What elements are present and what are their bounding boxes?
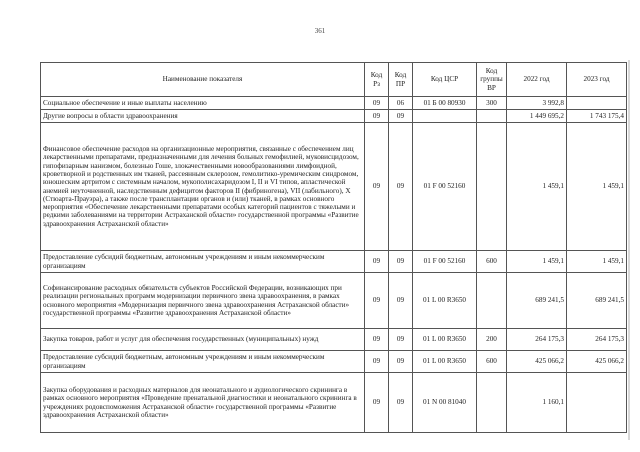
header-rz: Код Рз — [365, 63, 389, 97]
row-2022: 1 459,1 — [507, 123, 567, 251]
row-2023: 1 459,1 — [567, 251, 627, 273]
table-row — [41, 373, 627, 433]
row-rz: 09 — [365, 329, 389, 351]
row-2022: 1 160,1 — [507, 373, 567, 433]
row-rz: 09 — [365, 273, 389, 329]
table-row — [41, 123, 627, 251]
row-name: Финансовое обеспечение расходов на организационные мероприятия, связанные с обеспечением лиц лекарственными препаратами, предназначенными для лечения больных гемофилией, муковисцидозом, гипофизарным нанизмом, болезнью Гоше, злокачественными новообразованиями лимфоидной, кроветворной и родственных им тканей, рассеянным склерозом, гемолитико-уремическим синдромом, юношеским артритом с системным началом, мукополисахаридозом I, II и VI типов, апластической анемией неуточненной, наследственным дефицитом факторов II (фибриногена), VII (лабильного), X (Стюарта-Прауэра), а также после трансплантации органов и (или) тканей, в рамках основного мероприятия «Обеспечение лекарственными препаратами особых категорий пациентов с тяжелыми и редкими заболеваниями на территории Астраханской области» государственной программы «Развитие здравоохранения Астраханской области» — [41, 123, 365, 251]
row-vr: 200 — [477, 329, 507, 351]
row-csr: 01 L 00 R3650 — [413, 351, 477, 373]
row-pr: 09 — [389, 329, 413, 351]
row-name: Социальное обеспечение и иные выплаты населению — [41, 97, 365, 110]
row-2023: 689 241,5 — [567, 273, 627, 329]
row-vr: 600 — [477, 351, 507, 373]
table-row — [41, 273, 627, 329]
row-csr: 01 Б 00 80930 — [413, 97, 477, 110]
row-name: Закупка оборудования и расходных материалов для неонатального и аудиологического скрининга в рамках основного мероприятия «Проведение пренатальной диагностики и неонатального скрининга в учреждениях родовспоможения Астраханской области» государственной программы «Развитие здравоохранения Астраханской области» — [41, 373, 365, 433]
row-2023: 1 459,1 — [567, 123, 627, 251]
row-csr: 01 L 00 R3650 — [413, 329, 477, 351]
table-header-row — [41, 63, 627, 97]
table-row — [41, 251, 627, 273]
row-pr: 09 — [389, 251, 413, 273]
row-csr: 01 F 00 52160 — [413, 123, 477, 251]
row-2022: 425 066,2 — [507, 351, 567, 373]
row-name: Закупка товаров, работ и услуг для обеспечения государственных (муниципальных) нужд — [41, 329, 365, 351]
row-vr: 300 — [477, 97, 507, 110]
row-vr — [477, 123, 507, 251]
row-2023: 264 175,3 — [567, 329, 627, 351]
header-vr: Код группы ВР — [477, 63, 507, 97]
row-csr: 01 F 00 52160 — [413, 251, 477, 273]
header-pr: Код ПР — [389, 63, 413, 97]
header-name: Наименование показателя — [41, 63, 365, 97]
table-row — [41, 351, 627, 373]
row-pr: 09 — [389, 351, 413, 373]
row-rz: 09 — [365, 97, 389, 110]
row-rz: 09 — [365, 110, 389, 123]
page-number: 361 — [314, 27, 326, 35]
row-pr: 09 — [389, 110, 413, 123]
table-row — [41, 110, 627, 123]
row-rz: 09 — [365, 123, 389, 251]
scan-edge-shadow — [628, 60, 630, 440]
row-2023 — [567, 373, 627, 433]
row-2023: 425 066,2 — [567, 351, 627, 373]
row-pr: 09 — [389, 273, 413, 329]
row-vr: 600 — [477, 251, 507, 273]
row-name: Предоставление субсидий бюджетным, автономным учреждениям и иным некоммерческим организациям — [41, 351, 365, 373]
row-csr: 01 N 00 81040 — [413, 373, 477, 433]
budget-table — [40, 62, 627, 433]
row-2023 — [567, 97, 627, 110]
row-name: Софинансирование расходных обязательств субъектов Российской Федерации, возникающих при реализации региональных программ модернизации первичного звена здравоохранения, в рамках основного мероприятия «Модернизация первичного звена здравоохранения Астраханской области» государственной программы «Развитие здравоохранения Астраханской области» — [41, 273, 365, 329]
row-rz: 09 — [365, 351, 389, 373]
row-vr — [477, 373, 507, 433]
row-rz: 09 — [365, 373, 389, 433]
row-pr: 06 — [389, 97, 413, 110]
row-2022: 3 992,8 — [507, 97, 567, 110]
row-rz: 09 — [365, 251, 389, 273]
row-csr: 01 L 00 R3650 — [413, 273, 477, 329]
row-name: Предоставление субсидий бюджетным, автономным учреждениям и иным некоммерческим организациям — [41, 251, 365, 273]
row-2022: 1 449 695,2 — [507, 110, 567, 123]
row-2022: 1 459,1 — [507, 251, 567, 273]
row-2022: 264 175,3 — [507, 329, 567, 351]
row-vr — [477, 273, 507, 329]
row-2023: 1 743 175,4 — [567, 110, 627, 123]
row-pr: 09 — [389, 123, 413, 251]
header-2023: 2023 год — [567, 63, 627, 97]
header-2022: 2022 год — [507, 63, 567, 97]
row-csr — [413, 110, 477, 123]
row-2022: 689 241,5 — [507, 273, 567, 329]
header-csr: Код ЦСР — [413, 63, 477, 97]
row-name: Другие вопросы в области здравоохранения — [41, 110, 365, 123]
table-row — [41, 97, 627, 110]
row-pr: 09 — [389, 373, 413, 433]
table-row — [41, 329, 627, 351]
row-vr — [477, 110, 507, 123]
